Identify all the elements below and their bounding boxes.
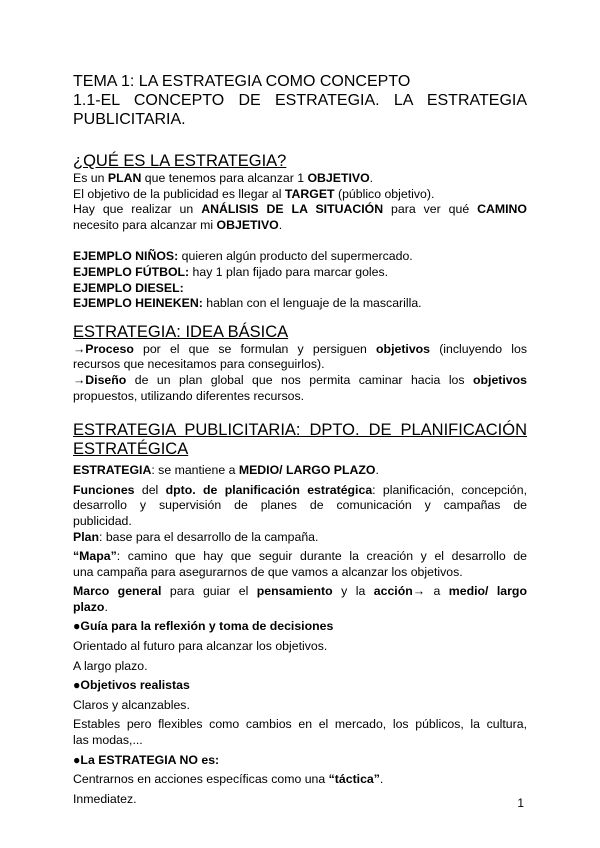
page-content: [73, 72, 527, 807]
para-funciones: Funciones del dpto. de planificación estratégica: planificación, concepción,: [73, 482, 527, 497]
para-target: El objetivo de la publicidad es llegar al TARGET (público objetivo).: [73, 186, 435, 201]
para-diseno: →Diseño de un plan global que nos permita caminar hacia los objetivos: [73, 372, 527, 387]
para-funciones-cont: desarrollo y supervisión de planes de comunicación y campañas de: [73, 498, 527, 513]
doc-subtitle-cont: PUBLICITARIA.: [73, 111, 186, 128]
bullet-guia-line1: Orientado al futuro para alcanzar los objetivos.: [73, 639, 328, 654]
example-futbol: EJEMPLO FÚTBOL: hay 1 plan fijado para marcar goles.: [73, 264, 389, 279]
bullet-objetivos-line3: las modas,...: [73, 733, 143, 748]
para-marco: Marco general para guiar el pensamiento y la acción→ a medio/ largo: [73, 584, 527, 599]
section-title-estrategia-publicitaria: ESTRATEGIA PUBLICITARIA: DPTO. DE PLANIFICACIÓN: [73, 421, 527, 440]
bullet-objetivos-line2: Estables pero flexibles como cambios en el mercado, los públicos, la cultura,: [73, 717, 527, 732]
para-plan-base: Plan: base para el desarrollo de la campaña.: [73, 529, 319, 544]
para-mapa: “Mapa”: camino que hay que seguir durante la creación y el desarrollo de: [73, 549, 527, 564]
bullet-no-es-line2: Inmediatez.: [73, 791, 137, 806]
bullet-objetivos: ●Objetivos realistas: [73, 678, 190, 693]
doc-title: TEMA 1: LA ESTRATEGIA COMO CONCEPTO: [73, 73, 411, 90]
para-plan: Es un PLAN que tenemos para alcanzar 1 OBJETIVO.: [73, 171, 374, 185]
example-diesel: EJEMPLO DIESEL:: [73, 280, 184, 295]
section-title-estrategica: ESTRATÉGICA: [73, 440, 189, 459]
bullet-no-es: ●La ESTRATEGIA NO es:: [73, 752, 220, 767]
para-proceso-cont: recursos que necesitamos para conseguirlos).: [73, 357, 325, 372]
bullet-no-es-line1: Centrarnos en acciones específicas como una “táctica”.: [73, 772, 384, 787]
doc-subtitle: 1.1-EL CONCEPTO DE ESTRATEGIA. LA ESTRATEGIA: [73, 92, 527, 109]
example-ninos: EJEMPLO NIÑOS: quieren algún producto del supermercado.: [73, 249, 413, 264]
example-heineken: EJEMPLO HEINEKEN: hablan con el lenguaje de la mascarilla.: [73, 296, 422, 311]
para-analisis-cont: necesito para alcanzar mi OBJETIVO.: [73, 217, 283, 232]
para-analisis: Hay que realizar un ANÁLISIS DE LA SITUACIÓN para ver qué CAMINO: [73, 202, 527, 217]
section-title-que-es: ¿QUÉ ES LA ESTRATEGIA?: [73, 152, 287, 170]
bullet-guia: ●Guía para la reflexión y toma de decisiones: [73, 619, 334, 634]
bullet-guia-line2: A largo plazo.: [73, 658, 148, 673]
section-title-idea-basica: ESTRATEGIA: IDEA BÁSICA: [73, 322, 289, 341]
para-medio-largo: ESTRATEGIA: se mantiene a MEDIO/ LARGO PLAZO.: [73, 463, 379, 478]
bullet-objetivos-line1: Claros y alcanzables.: [73, 697, 190, 712]
para-diseno-cont: propuestos, utilizando diferentes recursos.: [73, 388, 305, 403]
para-proceso: →Proceso por el que se formulan y persiguen objetivos (incluyendo los: [73, 341, 527, 356]
para-funciones-end: publicidad.: [73, 513, 132, 528]
para-mapa-cont: una campaña para asegurarnos de que vamos a alcanzar los objetivos.: [73, 564, 463, 579]
para-marco-cont: plazo.: [73, 599, 108, 614]
page-number: 1: [517, 796, 524, 810]
